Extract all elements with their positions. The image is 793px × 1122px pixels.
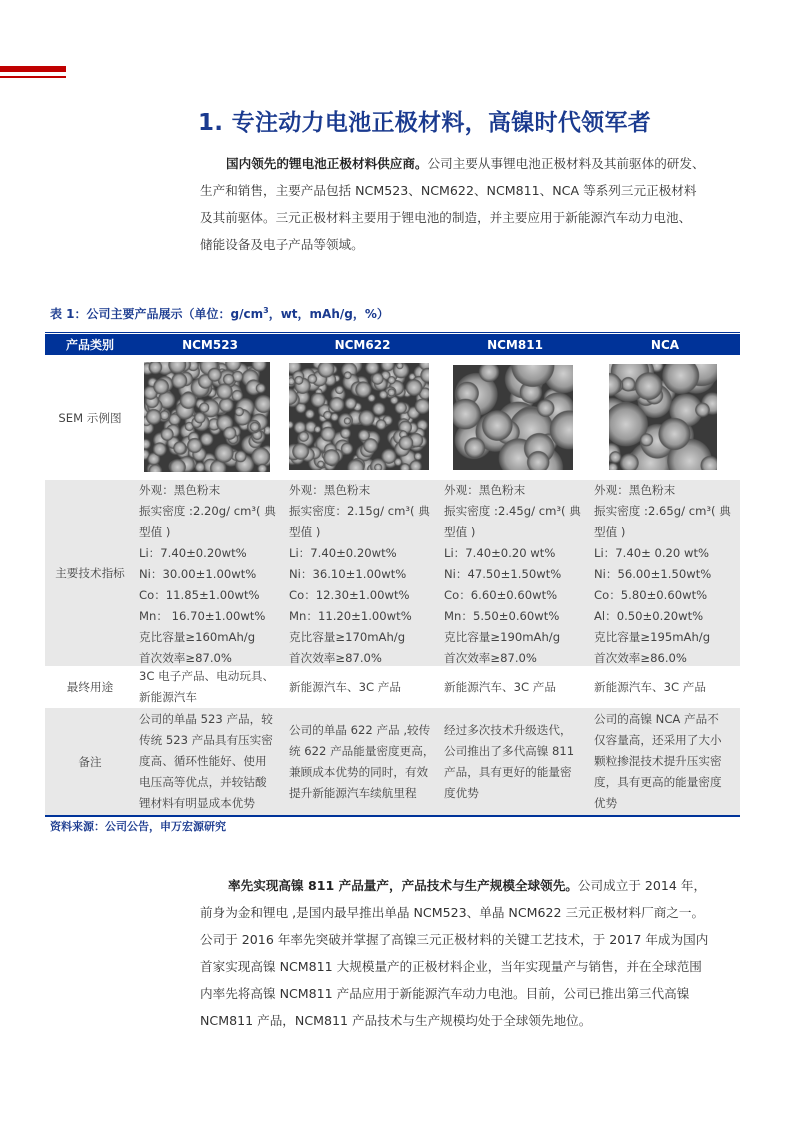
cell-line: 提升新能源汽车续航里程 [289,785,417,800]
table-row-specs [45,480,740,666]
table-row-use [45,667,740,707]
use-nca [590,677,740,698]
cell-line: Co：12.30±1.00wt% [289,588,410,602]
cell-line: 新能源汽车、3C 产品 [444,679,556,694]
paragraph-lead: 率先实现高镍 811 产品量产，产品技术与生产规模全球领先。 [228,878,578,893]
text-line: 生产和销售，主要产品包括 NCM523、NCM622、NCM811、NCA 等系列三元正极材料 [200,183,697,198]
text-line: 内率先将高镍 NCM811 产品应用于新能源汽车动力电池。目前，公司已推出第三代高镍 [200,986,690,1001]
row-label: 备注 [78,754,102,769]
text-line: 及其前驱体。三元正极材料主要用于锂电池的制造，并主要应用于新能源汽车动力电池、 [200,210,692,225]
table-row-notes [45,708,740,815]
cell-line: 新能源汽车、3C 产品 [289,679,401,694]
cell-line: 公司的单晶 523 产品，较 [139,712,273,726]
cell-line: 振实密度 :2.65g/ cm³( 典 [594,504,731,518]
intro-paragraph [200,150,740,258]
column-header: NCM811 [487,337,543,352]
cell-line: 振实密度 :2.20g/ cm³( 典 [139,504,276,518]
cell-line: 仅容量高，还采用了大小 [594,733,722,747]
column-header: NCM622 [334,337,391,352]
header-accent-bar [0,66,66,72]
cell-line: 首次效率≥86.0% [594,651,687,665]
cell-line: 3C 电子产品、电动玩具、 [139,669,275,683]
specs-ncm523 [135,480,285,666]
row-label: SEM 示例图 [58,411,122,425]
cell-line: 公司的高镍 NCA 产品不 [594,712,719,726]
use-ncm811 [440,677,590,698]
cell-line: 克比容量≥190mAh/g [444,630,561,644]
cell-line: 度，具有更高的能量密度 [594,775,722,789]
cell-line: 振实密度 :2.45g/ cm³( 典 [444,504,581,518]
cell-line: 公司的单晶 622 产品 ,较传 [289,722,431,737]
cell-line: Ni：47.50±1.50wt% [444,567,562,581]
text-line: 首家实现高镍 NCM811 大规模量产的正极材料企业，当年实现量产与销售，并在全球范围 [200,959,702,974]
text-line: 公司主要从事锂电池正极材料及其前驱体的研发、 [427,156,705,171]
header-accent-line [0,76,66,78]
cell-line: 首次效率≥87.0% [289,651,382,665]
cell-line: Mn：5.50±0.60wt% [444,609,560,623]
specs-ncm811 [440,480,590,666]
text-line: 公司于 2016 年率先突破并掌握了高镍三元正极材料的关键工艺技术，于 2017 年成为国内 [200,932,709,947]
sem-image-nca [609,364,717,470]
cell-line: Mn： 16.70±1.00wt% [139,609,266,623]
cell-line: Li：7.40±0.20wt% [139,546,247,560]
cell-line: 产品，具有更好的能量密 [444,764,572,779]
column-header: NCM523 [182,337,238,352]
table-source: 资料来源：公司公告，申万宏源研究 [50,820,226,833]
cell-line: 外观：黑色粉末 [594,483,676,497]
specs-nca [590,480,740,666]
sem-image-ncm622 [289,363,429,470]
cell-line: 传统 523 产品具有压实密 [139,733,273,747]
cell-line: Co：11.85±1.00wt% [139,588,260,602]
sem-image-ncm523 [144,362,270,472]
row-label: 最终用途 [66,680,114,694]
section-title: 1. 专注动力电池正极材料，高镍时代领军者 [198,110,652,136]
text-line: 前身为金和锂电 ,是国内最早推出单晶 NCM523、单晶 NCM622 三元正极材料厂商之一。 [200,905,705,920]
cell-line: Li：7.40±0.20wt% [289,546,397,560]
text-line: 储能设备及电子产品等领域。 [200,237,364,252]
cell-line: 型值 ) [139,525,171,539]
cell-line: Mn：11.20±1.00wt% [289,609,412,623]
cell-line: 颗粒掺混技术提升压实密 [594,754,722,768]
cell-line: 经过多次技术升级迭代， [444,722,572,737]
sem-image-ncm811 [453,365,573,470]
note-nca [590,709,740,814]
note-ncm523 [135,709,285,814]
cell-line: 锂材料有明显成本优势 [139,796,255,810]
cell-line: Al：0.50±0.20wt% [594,609,704,623]
cell-line: Li：7.40± 0.20 wt% [594,546,710,560]
cell-line: 克比容量≥160mAh/g [139,630,256,644]
text-line: NCM811 产品，NCM811 产品技术与生产规模均处于全球领先地位。 [200,1013,592,1028]
cell-line: 电压高等优点，并较钴酸 [139,775,267,789]
specs-ncm622 [285,480,440,666]
table-caption: 表 1：公司主要产品展示（单位：$g/cm^3$，wt，mAh/g，%） [50,306,389,321]
cell-line: 兼顾成本优势的同时，有效 [289,764,429,779]
cell-line: 型值 ) [289,525,321,539]
cell-line: Ni：56.00±1.50wt% [594,567,712,581]
cell-line: 度高、循环性能好、使用 [139,754,267,768]
note-ncm811 [440,720,590,804]
cell-line: 型值 ) [594,525,626,539]
table-header-row [45,334,740,355]
cell-line: 振实密度：2.15g/ cm³( 典 [289,504,430,518]
column-header: NCA [650,337,680,352]
use-ncm622 [285,677,440,698]
cell-line: 外观：黑色粉末 [289,483,371,497]
note-ncm622 [285,720,440,804]
row-label: 主要技术指标 [55,566,125,580]
table-bottom-rule [45,815,740,817]
intro-lead: 国内领先的锂电池正极材料供应商。 [226,156,428,171]
cell-line: Ni：30.00±1.00wt% [139,567,257,581]
use-ncm523 [135,666,285,708]
cell-line: Co：5.80±0.60wt% [594,588,708,602]
cell-line: 优势 [594,796,618,810]
cell-line: 首次效率≥87.0% [444,651,537,665]
body-paragraph [200,872,740,1034]
cell-line: 统 622 产品能量密度更高， [289,743,435,758]
cell-line: 新能源汽车、3C 产品 [594,679,706,694]
cell-line: 外观：黑色粉末 [139,483,221,497]
cell-line: 克比容量≥170mAh/g [289,630,406,644]
cell-line: 克比容量≥195mAh/g [594,630,711,644]
cell-line: Ni：36.10±1.00wt% [289,567,407,581]
cell-line: 型值 ) [444,525,476,539]
cell-line: 度优势 [444,785,479,800]
cell-line: 首次效率≥87.0% [139,651,232,665]
column-header: 产品类别 [65,338,114,352]
cell-line: 外观：黑色粉末 [444,483,526,497]
cell-line: 新能源汽车 [139,690,197,704]
cell-line: Li：7.40±0.20 wt% [444,546,556,560]
cell-line: Co：6.60±0.60wt% [444,588,558,602]
cell-line: 公司推出了多代高镍 811 [444,743,575,758]
text-line: 公司成立于 2014 年， [577,878,707,893]
table-top-rule [45,332,740,333]
